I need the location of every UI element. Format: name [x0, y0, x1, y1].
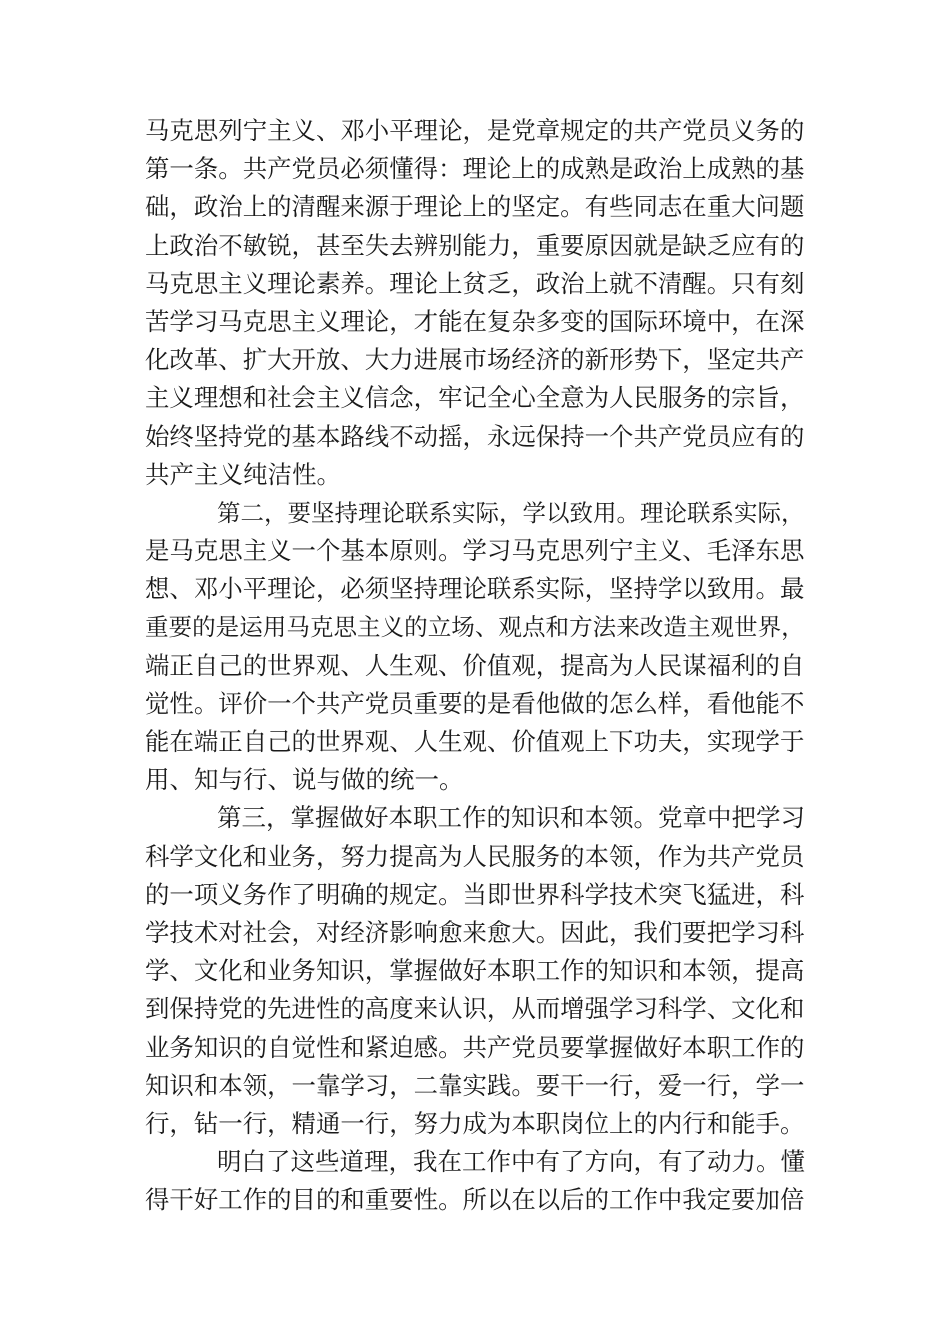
text-line: 想、邓小平理论，必须坚持理论联系实际，坚持学以致用。最	[145, 574, 805, 604]
paragraph-first-line: 明白了这些道理，我在工作中有了方向，有了动力。懂	[217, 1147, 805, 1177]
text-line: 第一条。共产党员必须懂得：理论上的成熟是政治上成熟的基	[145, 154, 805, 184]
text-line: 共产主义纯洁性。	[145, 459, 341, 489]
text-line: 马克思主义理论素养。理论上贫乏，政治上就不清醒。只有刻	[145, 268, 805, 298]
text-line: 化改革、扩大开放、大力进展市场经济的新形势下，坚定共产	[145, 345, 805, 375]
body-text	[145, 112, 805, 1219]
text-line: 重要的是运用马克思主义的立场、观点和方法来改造主观世界，	[145, 613, 805, 642]
text-line: 得干好工作的目的和重要性。所以在以后的工作中我定要加倍	[145, 1185, 805, 1215]
paragraph-first-line: 第二，要坚持理论联系实际，学以致用。理论联系实际，	[217, 498, 805, 527]
text-line: 能在端正自己的世界观、人生观、价值观上下功夫，实现学于	[145, 727, 805, 756]
text-line: 是马克思主义一个基本原则。学习马克思列宁主义、毛泽东思	[145, 536, 805, 566]
text-line: 用、知与行、说与做的统一。	[145, 765, 464, 795]
text-line: 觉性。评价一个共产党员重要的是看他做的怎么样，看他能不	[145, 688, 805, 718]
text-line: 苦学习马克思主义理论，才能在复杂多变的国际环境中，在深	[145, 306, 805, 336]
text-line: 马克思列宁主义、邓小平理论，是党章规定的共产党员义务的	[145, 116, 805, 145]
text-line: 上政治不敏锐，甚至失去辨别能力，重要原因就是缺乏应有的	[145, 230, 805, 260]
text-line: 学、文化和业务知识，掌握做好本职工作的知识和本领，提高	[145, 956, 805, 986]
text-line: 到保持党的先进性的高度来认识，从而增强学习科学、文化和	[145, 994, 805, 1024]
text-line: 端正自己的世界观、人生观、价值观，提高为人民谋福利的自	[145, 650, 805, 680]
text-line: 业务知识的自觉性和紧迫感。共产党员要掌握做好本职工作的	[145, 1032, 805, 1062]
paragraph-first-line: 第三，掌握做好本职工作的知识和本领。党章中把学习	[217, 803, 805, 833]
text-line: 知识和本领，一靠学习，二靠实践。要干一行，爱一行，学一	[145, 1070, 805, 1100]
text-line: 学技术对社会，对经济影响愈来愈大。因此，我们要把学习科	[145, 917, 805, 947]
text-line: 的一项义务作了明确的规定。当即世界科学技术突飞猛进，科	[145, 879, 805, 909]
text-line: 础，政治上的清醒来源于理论上的坚定。有些同志在重大问题	[145, 192, 805, 222]
text-line: 行，钻一行，精通一行，努力成为本职岗位上的内行和能手。	[145, 1108, 805, 1138]
text-line: 始终坚持党的基本路线不动摇，永远保持一个共产党员应有的	[145, 421, 805, 451]
text-line: 科学文化和业务，努力提高为人民服务的本领，作为共产党员	[145, 841, 805, 871]
text-line: 主义理想和社会主义信念，牢记全心全意为人民服务的宗旨，	[145, 383, 805, 413]
